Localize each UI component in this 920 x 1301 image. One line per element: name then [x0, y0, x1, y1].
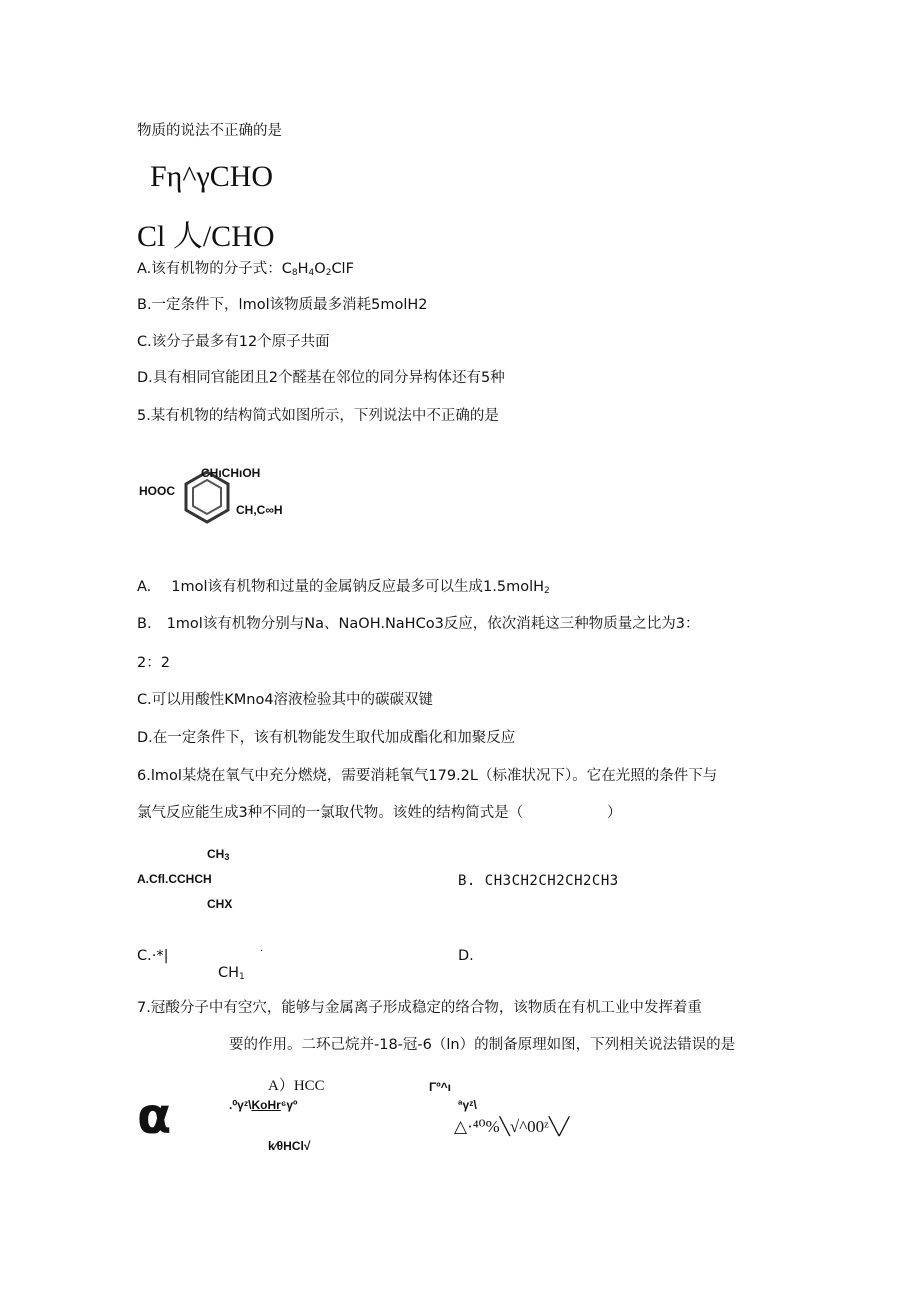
scheme7-right-bottom: △·⁴⁰%╲√^00ᶻ╲╱	[454, 1117, 570, 1136]
q4-option-b: B.一定条件下，lmol该物质最多消耗5molH2	[137, 297, 428, 313]
scheme7-reagent-top: A）HCC	[268, 1078, 325, 1094]
q6c-mark: ·	[260, 946, 264, 957]
structure5-ch2cooh: CH,C∞H	[236, 503, 283, 517]
question-7-line-1: 7.冠酸分子中有空穴，能够与金属离子形成稳定的络合物，该物质在有机工业中发挥着重	[137, 1000, 702, 1016]
q5-option-b-continued: 2：2	[137, 655, 170, 671]
structure5-ch2ch2oh: CHıCHıOH	[201, 466, 261, 480]
scheme7-right-top: Γº^ı	[429, 1080, 451, 1094]
q5-option-a: A. 1mol该有机物和过量的金属钠反应最多可以生成1.5molH$_2$	[137, 579, 550, 596]
q6a-ch3: $CH_3$	[207, 847, 230, 862]
q4-option-c: C.该分子最多有12个原子共面	[137, 334, 330, 350]
structure5-hooc: HOOC	[139, 484, 175, 498]
formula-line-2: Cl 人/CHO	[137, 220, 275, 253]
question-7-line-2: 要的作用。二环己烷并-18-冠-6（ln）的制备原理如图，下列相关说法错误的是	[229, 1037, 736, 1053]
question-6-line-1: 6.lmol某烧在氧气中充分燃烧，需要消耗氧气179.2L（标准状况下）。它在光照的条件下与	[137, 768, 718, 784]
q5-option-b: B. 1mol该有机物分别与Na、NaOH.NaHCo3反应，依次消耗这三种物质量之比为3：	[137, 616, 700, 632]
q6c-ch: $CH_1$	[218, 965, 245, 982]
scheme7-right-mid: ªγᶻ\	[458, 1098, 477, 1112]
scheme7-below: k⁄θHCl√	[268, 1139, 311, 1153]
q4-option-d: D.具有相同官能团且2个醛基在邻位的同分异构体还有5种	[137, 370, 505, 386]
q6-option-c: C.·*|	[137, 948, 169, 964]
question-5-stem: 5.某有机物的结构简式如图所示，下列说法中不正确的是	[137, 408, 499, 424]
q6-option-d: D.	[458, 948, 474, 964]
q5-option-d: D.在一定条件下，该有机物能发生取代加成酯化和加聚反应	[137, 730, 516, 746]
q6-option-b: B. CH3CH2CH2CH2CH3	[458, 873, 619, 889]
q5-option-c: C.可以用酸性KMno4溶液检验其中的碳碳双键	[137, 692, 434, 708]
question-6-line-2: 氯气反应能生成3种不同的一氯取代物。该姓的结构简式是（	[137, 805, 524, 821]
scheme7-left-formula: .⁰γᶻ\KoHr⁶γº	[229, 1098, 298, 1112]
q6a-chx: CHX	[207, 897, 233, 911]
q4-option-a: A.该有机物的分子式：$C_8H_4O_2ClF$	[137, 261, 354, 278]
question-6-paren-close: ）	[607, 805, 622, 821]
q4a-formula: $C_8H_4O_2ClF$	[281, 261, 354, 278]
intro-line: 物质的说法不正确的是	[137, 123, 282, 139]
formula-line-1: Fη^γCHO	[150, 160, 274, 193]
q6-option-a: A.Cfl.CCHCH	[137, 872, 212, 886]
scheme7-alpha: α	[137, 1087, 172, 1145]
